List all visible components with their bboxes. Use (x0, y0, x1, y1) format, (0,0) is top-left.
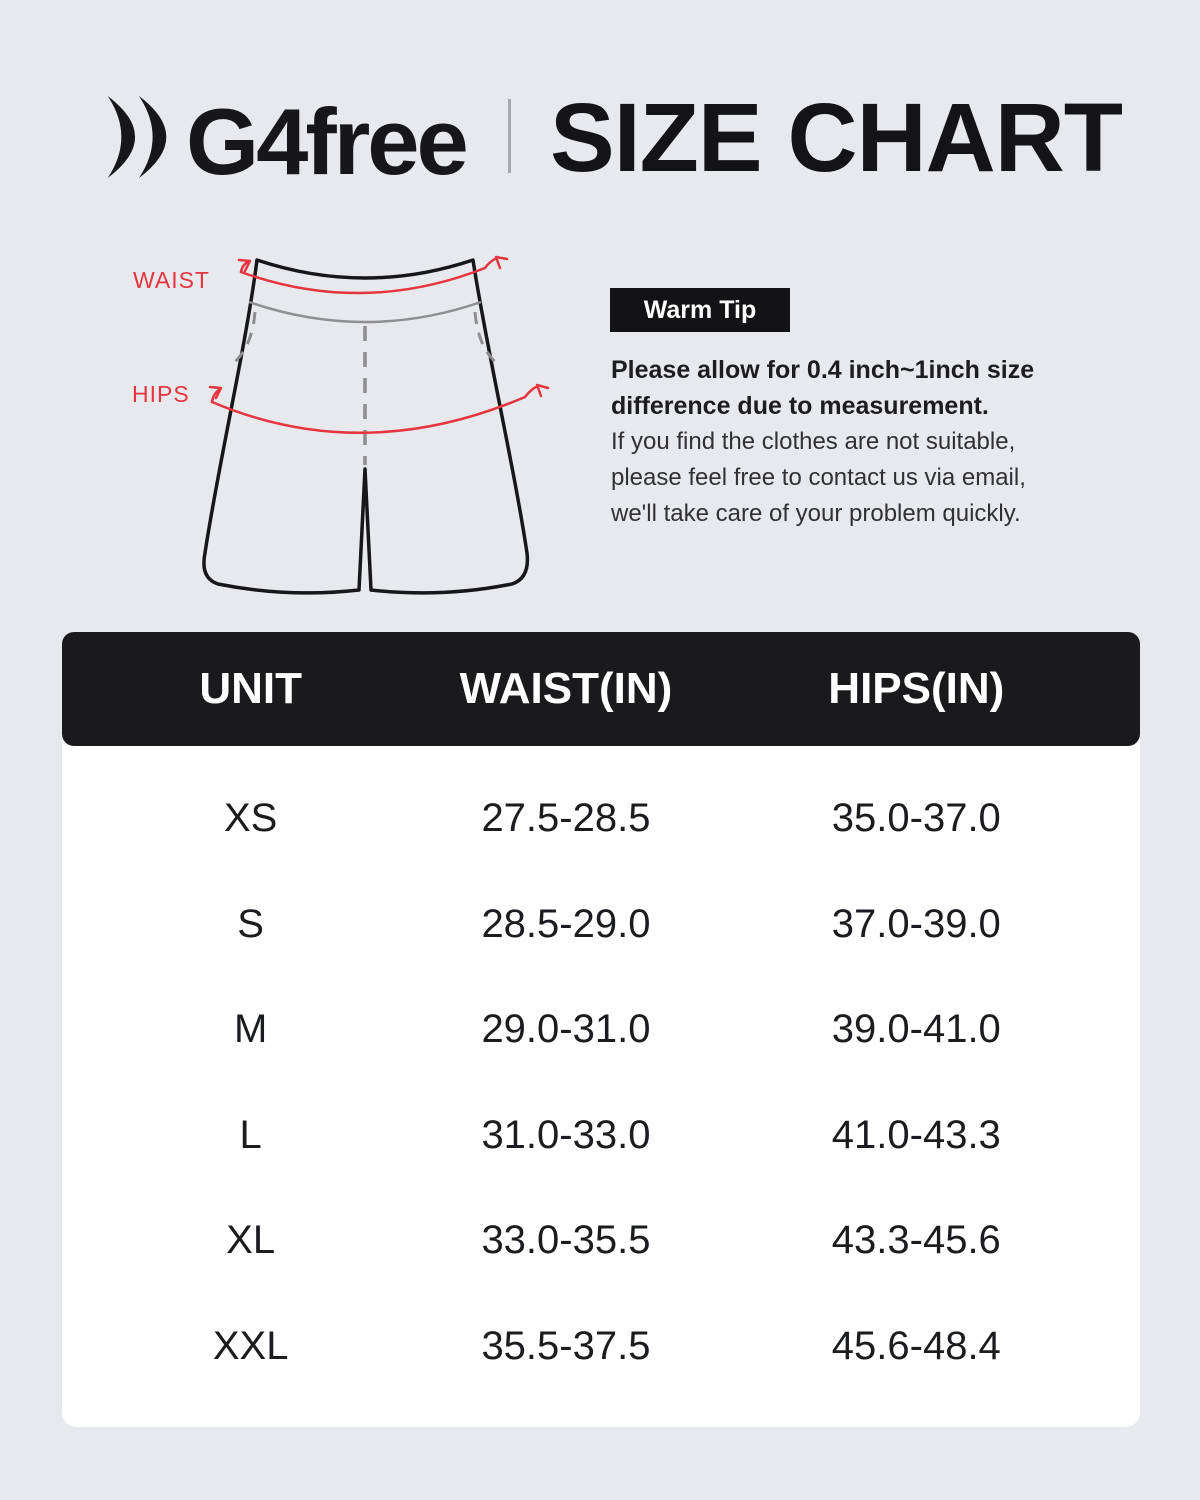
cell-hips: 39.0-41.0 (831, 1007, 1001, 1052)
warm-tip-badge (610, 288, 790, 332)
cell-waist: 27.5-28.5 (481, 796, 651, 841)
warm-tip-body-text (611, 424, 1026, 532)
cell-waist: 33.0-35.5 (481, 1218, 651, 1263)
cell-waist: 28.5-29.0 (481, 901, 651, 946)
warm-tip-bold-line-1: Please allow for 0.4 inch~1inch size (611, 356, 1035, 384)
column-header-waist: WAIST(IN) (459, 664, 673, 713)
cell-waist: 29.0-31.0 (481, 1007, 651, 1052)
table-row-m (62, 977, 1140, 1083)
cell-hips: 37.0-39.0 (831, 901, 1001, 946)
page-title: SIZE CHART (550, 83, 1122, 192)
cell-hips: 45.6-48.4 (831, 1323, 1001, 1368)
shorts-measurement-diagram (108, 226, 600, 610)
warm-tip-line-3: we'll take care of your problem quickly. (611, 500, 1021, 527)
warm-tip-bold-text (611, 352, 1034, 424)
table-row-xl (62, 1188, 1140, 1294)
cell-hips: 41.0-43.3 (831, 1112, 1001, 1157)
waistband-seam-line (249, 302, 481, 322)
brand-mark-swoosh-outer (108, 96, 135, 178)
warm-tip-badge-label: Warm Tip (643, 295, 757, 324)
table-row-l (62, 1083, 1140, 1189)
cell-waist: 35.5-37.5 (481, 1323, 651, 1368)
size-table-header (62, 632, 1140, 746)
brand-name: G4free (186, 89, 466, 194)
size-table-card (62, 632, 1140, 1427)
cell-unit: XXL (212, 1323, 289, 1368)
table-row-xs (62, 766, 1140, 872)
cell-unit: M (233, 1007, 268, 1052)
cell-hips: 43.3-45.6 (831, 1218, 1001, 1263)
brand-mark-swoosh-inner (139, 96, 166, 178)
brand-mark-icon (94, 94, 178, 180)
cell-unit: S (237, 901, 264, 946)
cell-unit: XS (223, 796, 278, 841)
waist-label: WAIST (133, 267, 210, 293)
cell-hips: 35.0-37.0 (831, 796, 1001, 841)
column-header-unit: UNIT (199, 664, 302, 713)
table-row-s (62, 872, 1140, 978)
cell-unit: XL (226, 1218, 276, 1263)
warm-tip-line-2: please feel free to contact us via email, (611, 464, 1026, 491)
table-row-xxl (62, 1294, 1140, 1400)
shorts-outline (204, 260, 528, 593)
column-header-hips: HIPS(IN) (828, 664, 1005, 713)
cell-unit: L (239, 1112, 262, 1157)
header-divider (508, 99, 511, 173)
warm-tip-line-1: If you find the clothes are not suitable, (611, 428, 1016, 455)
hips-label: HIPS (132, 381, 190, 407)
size-table-body (62, 746, 1140, 1427)
cell-waist: 31.0-33.0 (481, 1112, 651, 1157)
warm-tip-bold-line-2: difference due to measurement. (611, 392, 989, 420)
